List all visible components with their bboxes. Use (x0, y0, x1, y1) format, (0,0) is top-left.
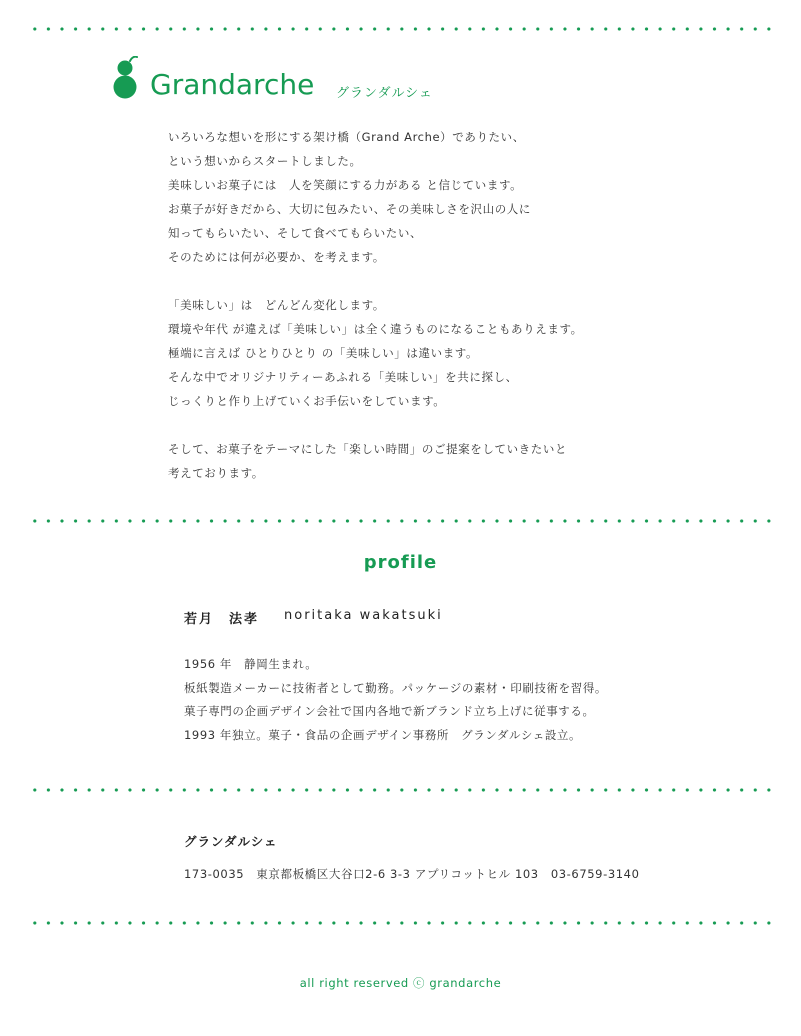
intro-line: 美味しいお菓子には 人を笑顔にする力がある と信じています。 (168, 178, 523, 192)
intro-line: じっくりと作り上げていくお手伝いをしています。 (168, 394, 446, 408)
intro-line: 「美味しい」は どんどん変化します。 (168, 298, 385, 312)
footer-copyright: all right reserved ⓒ grandarche (299, 976, 502, 990)
company-address: 173-0035 東京都板橋区大谷口2-6 3-3 アプリコットヒル 103 03-6759-3140 (184, 867, 640, 881)
bio-line: 1956 年 静岡生まれ。 (184, 657, 318, 671)
intro-line: という想いからスタートしました。 (168, 154, 362, 168)
brand-name-kana: グランダルシェ (336, 86, 433, 101)
intro-line: お菓子が好きだから、大切に包みたい、その美味しさを沢山の人に (168, 202, 531, 216)
person-name-romaji: noritaka wakatsuki (284, 608, 443, 623)
bio-line: 菓子専門の企画デザイン会社で国内各地で新ブランド立ち上げに従事する。 (184, 704, 595, 719)
bio-line: 1993 年独立。菓子・食品の企画デザイン事務所 グランダルシェ設立。 (184, 728, 582, 743)
intro-line: 考えております。 (168, 466, 264, 480)
intro-paragraph (168, 437, 768, 485)
dotted-divider (28, 921, 776, 925)
intro-text (168, 125, 768, 509)
intro-line: そして、お菓子をテーマにした「楽しい時間」のご提案をしていきたいと (168, 442, 568, 456)
profile-heading: profile (363, 552, 438, 573)
intro-line: そんな中でオリジナリティーあふれる「美味しい」を共に探し、 (168, 370, 518, 384)
company-name: グランダルシェ (184, 834, 278, 849)
intro-line: 知ってもらいたい、そして食べてもらいたい、 (168, 226, 423, 240)
bio-line: 板紙製造メーカーに技術者として勤務。パッケージの素材・印刷技術を習得。 (184, 680, 608, 695)
intro-line: いろいろな想いを形にする架け橋（Grand Arche）でありたい、 (168, 130, 525, 144)
intro-paragraph (168, 293, 768, 413)
intro-line: そのためには何が必要か、を考えます。 (168, 250, 385, 264)
profile-bio (184, 653, 607, 748)
intro-line: 環境や年代 が違えば「美味しい」は全く違うものになることもありえます。 (168, 322, 583, 336)
intro-paragraph (168, 125, 768, 269)
logo-mark-icon (112, 56, 142, 102)
dotted-divider (28, 27, 776, 31)
intro-line: 極端に言えば ひとりひとり の「美味しい」は違います。 (168, 346, 479, 360)
brand-name: Grandarche (150, 68, 315, 101)
dotted-divider (28, 788, 776, 792)
person-name: 若月 法孝 (184, 612, 260, 627)
dotted-divider (28, 519, 776, 523)
